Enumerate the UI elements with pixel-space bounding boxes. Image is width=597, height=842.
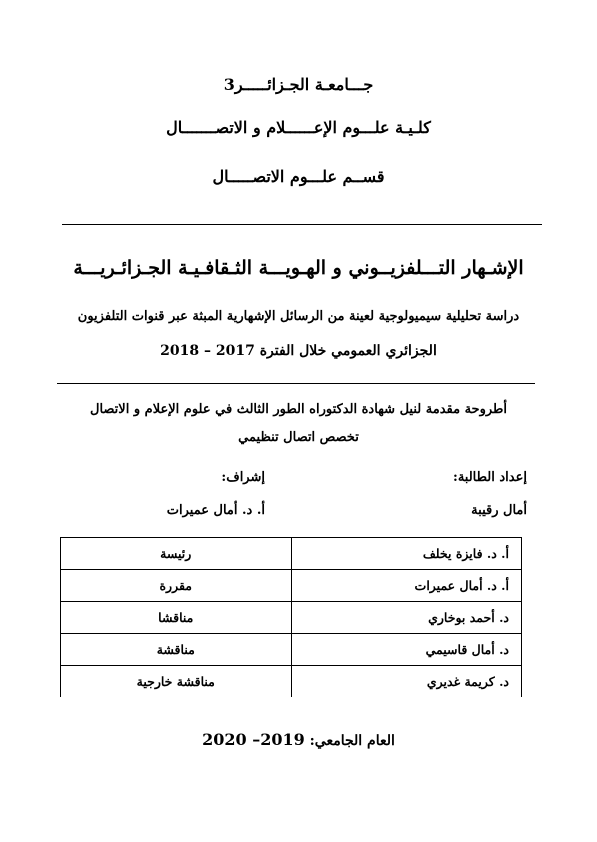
jury-table: [60, 537, 522, 697]
table-row: [61, 666, 522, 698]
academic-year-label: العام الجامعي:: [309, 733, 395, 749]
academic-year-value: 2019– 2020: [202, 730, 305, 749]
jury-member-name: أ. د. أمال عميرات: [291, 570, 522, 602]
prepared-by-label: إعداد الطالبة:: [453, 470, 527, 485]
divider-top: [62, 224, 542, 225]
table-row: [61, 634, 522, 666]
divider-middle: [57, 383, 535, 384]
jury-member-role: مقررة: [61, 570, 292, 602]
table-row: [61, 570, 522, 602]
specialization: تخصص اتصال تنظيمي: [238, 430, 359, 445]
jury-member-role: رئيسة: [61, 538, 292, 570]
table-row: [61, 538, 522, 570]
academic-year: [0, 730, 597, 749]
student-name: أمال رقيبة: [471, 503, 527, 518]
thesis-purpose: أطروحة مقدمة لنيل شهادة الدكتوراه الطور الثالث في علوم الإعلام و الاتصال: [90, 402, 507, 417]
jury-member-name: د. كريمة غديري: [291, 666, 522, 698]
supervisor-label: إشراف:: [221, 470, 265, 485]
jury-member-name: د. أحمد بوخاري: [291, 602, 522, 634]
subtitle-line-1: دراسة تحليلية سيميولوجية لعينة من الرسائل الإشهارية المبثة عبر قنوات التلفزيون: [77, 309, 520, 324]
jury-member-role: مناقشة: [61, 634, 292, 666]
subtitle-line-2: الجزائري العمومي خلال الفترة 2017 – 2018: [160, 343, 437, 359]
supervisor-name: أ. د. أمال عميرات: [166, 503, 265, 518]
jury-member-name: د. أمال قاسيمي: [291, 634, 522, 666]
jury-member-role: مناقشة خارجية: [61, 666, 292, 698]
thesis-title: الإشـهار التـــلفزيــوني و الهـويـــة الثـقافـيـة الجـزائـريـــة: [73, 257, 524, 279]
university-name: جـــامعـة الجـزائـــــر3: [223, 75, 374, 94]
faculty-name: كلـيـة علـــوم الإعــــــلام و الاتصـــــــال: [166, 118, 431, 137]
department-name: قســم علـــوم الاتصـــــال: [212, 167, 385, 186]
table-row: [61, 602, 522, 634]
jury-member-name: أ. د. فايزة يخلف: [291, 538, 522, 570]
jury-member-role: مناقشا: [61, 602, 292, 634]
